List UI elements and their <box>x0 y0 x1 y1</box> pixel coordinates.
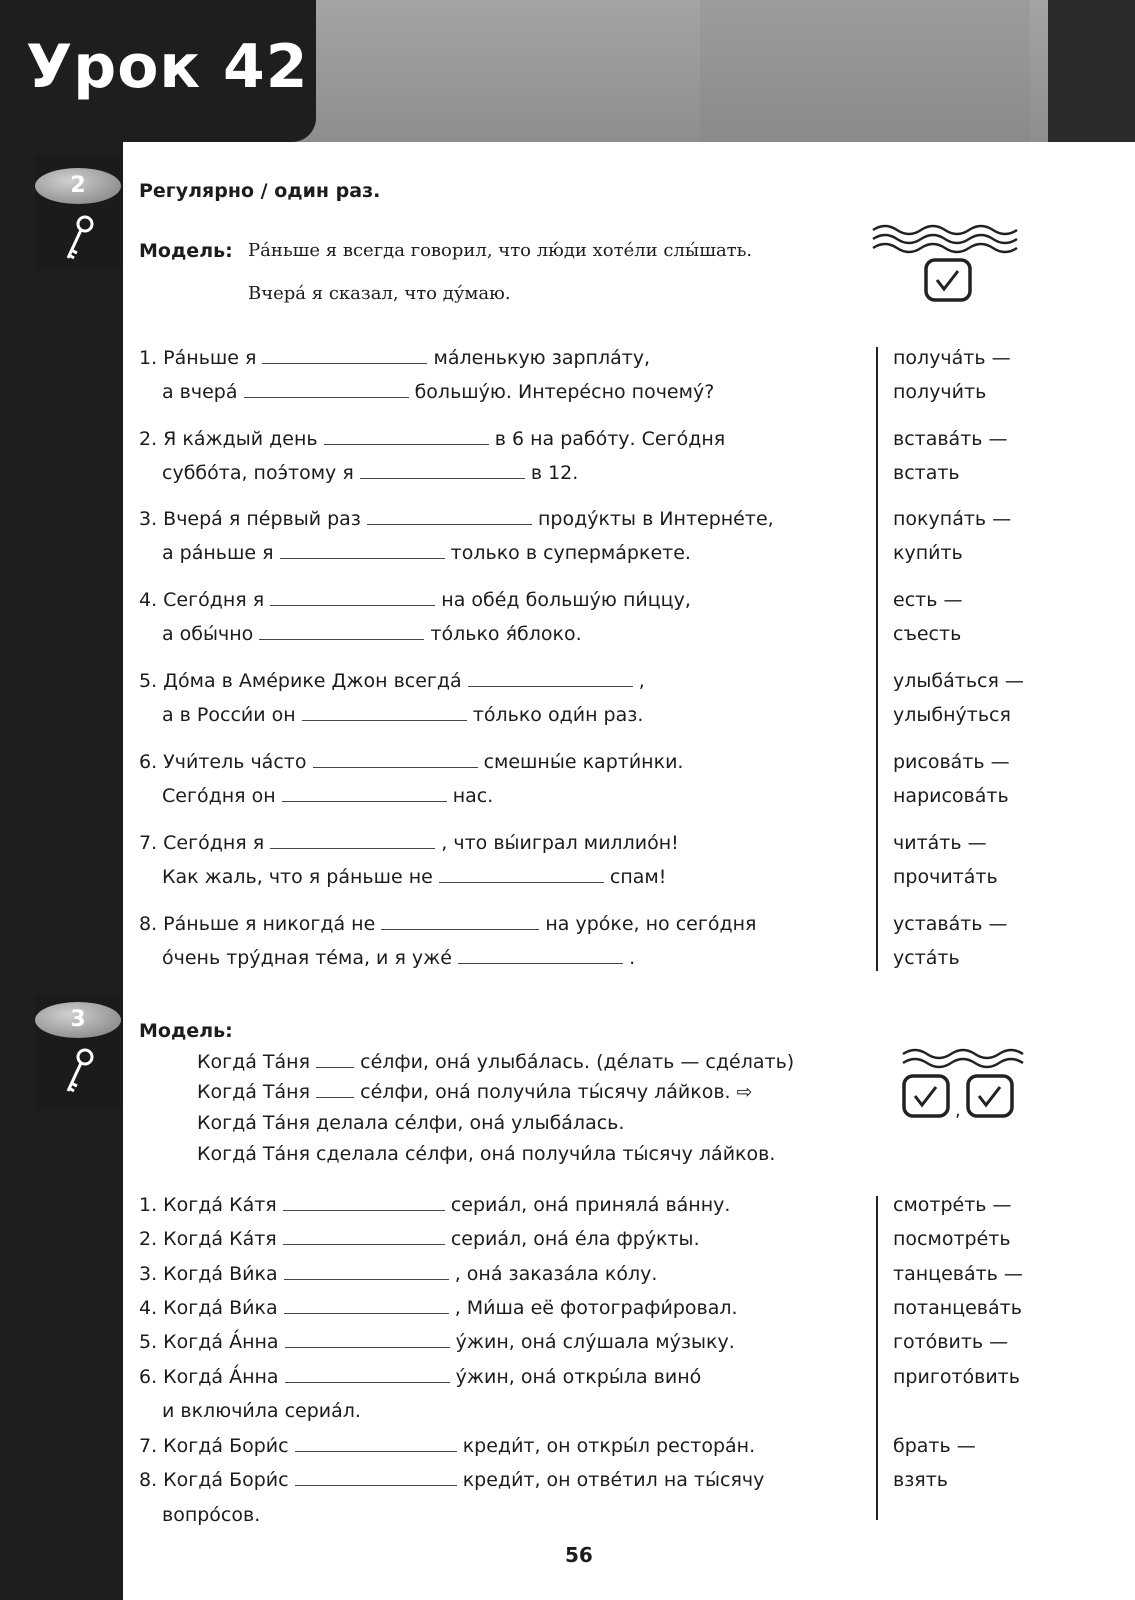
answer-blank[interactable] <box>302 704 467 721</box>
ex3-item-4 <box>139 1297 738 1319</box>
answer-blank[interactable] <box>313 751 478 768</box>
item-text: 3. Когда́ Ви́ка <box>139 1263 278 1285</box>
item-text: а в Росси́и он <box>162 704 296 726</box>
process-and-result-icon <box>900 1046 1025 1126</box>
verb-perfective: посмотре́ть <box>893 1228 1011 1250</box>
answer-blank[interactable] <box>283 1194 445 1211</box>
item-text: на уро́ке, но сего́дня <box>545 913 757 935</box>
item-text: о́чень тру́дная те́ма, и я уже́ <box>162 947 452 969</box>
item-text: 5. Когда́ А́нна <box>139 1331 279 1353</box>
item-text: суббо́та, поэ́тому я <box>162 462 354 484</box>
item-text: креди́т, он отве́тил на ты́сячу <box>462 1469 765 1491</box>
item-text: то́лько оди́н раз. <box>472 704 644 726</box>
item-text: 7. Когда́ Бори́с <box>139 1435 289 1457</box>
item-text: в 6 на рабо́ту. Сего́дня <box>494 428 726 450</box>
ex2-number-badge: 2 <box>35 168 121 204</box>
ex3-number-badge: 3 <box>35 1002 121 1038</box>
answer-blank[interactable] <box>262 347 427 364</box>
svg-text:,: , <box>955 1100 961 1121</box>
item-text: 3. Вчера́ я пе́рвый раз <box>139 508 361 530</box>
ex3-item-3 <box>139 1263 657 1285</box>
item-text: 1. Ра́ньше я <box>139 347 257 369</box>
ex2-model-label: Модель: <box>139 240 233 262</box>
verb-imperfective: устава́ть — <box>893 913 1008 935</box>
left-sidebar <box>0 142 123 1600</box>
item-text: , она́ заказа́ла ко́лу. <box>454 1263 658 1285</box>
ex3-item-2 <box>139 1228 700 1250</box>
ex3-item-8 <box>139 1469 764 1491</box>
item-text: а вчера́ <box>162 381 238 403</box>
item-text: 7. Сего́дня я <box>139 832 265 854</box>
model-blank <box>316 1081 354 1098</box>
verb-perfective: прочита́ть <box>893 866 998 888</box>
ex2-heading: Регулярно / один раз. <box>139 180 381 202</box>
answer-blank[interactable] <box>360 462 525 479</box>
answer-blank[interactable] <box>244 381 409 398</box>
item-text: Как жаль, что я ра́ньше не <box>162 866 433 888</box>
item-text: Сего́дня он <box>162 785 276 807</box>
ex3-model-answer-2: Когда́ Та́ня сделала се́лфи, она́ получи́ла ты́сячу ла́йков. <box>197 1143 776 1165</box>
verb-perfective: взять <box>893 1469 948 1491</box>
item-text: 4. Когда́ Ви́ка <box>139 1297 278 1319</box>
repeat-vs-once-icon <box>870 222 1020 308</box>
item-text: сериа́л, она́ приняла́ ва́нну. <box>450 1194 731 1216</box>
item-text: большу́ю. Интере́сно почему́? <box>414 381 715 403</box>
ex3-model-answer-1: Когда́ Та́ня делала се́лфи, она́ улыба́лась. <box>197 1112 625 1134</box>
model-text: Когда́ Та́ня <box>197 1081 311 1103</box>
ex3-model-label: Модель: <box>139 1020 233 1042</box>
item-text: 2. Когда́ Ка́тя <box>139 1228 277 1250</box>
key-icon <box>56 1045 100 1097</box>
item-text: ма́ленькую зарпла́ту, <box>433 347 651 369</box>
item-text: 8. Когда́ Бори́с <box>139 1469 289 1491</box>
verb-perfective: купи́ть <box>893 542 963 564</box>
verb-imperfective: встава́ть — <box>893 428 1008 450</box>
ex3-item-6-cont <box>162 1400 361 1422</box>
verb-imperfective: получа́ть — <box>893 347 1011 369</box>
answer-blank[interactable] <box>284 1263 449 1280</box>
verb-imperfective: гото́вить — <box>893 1331 1009 1353</box>
answer-blank[interactable] <box>458 947 623 964</box>
item-text: у́жин, она́ слу́шала му́зыку. <box>455 1331 735 1353</box>
item-text: только в суперма́ркете. <box>450 542 691 564</box>
item-text: креди́т, он откры́л рестора́н. <box>462 1435 756 1457</box>
header-dark-strip <box>1048 0 1135 142</box>
model-blank <box>316 1051 354 1068</box>
lesson-title: Урок 42 <box>26 32 309 102</box>
verb-imperfective: брать — <box>893 1435 976 1457</box>
verb-perfective: улыбну́ться <box>893 704 1011 726</box>
verb-perfective: получи́ть <box>893 381 987 403</box>
model-text: Когда́ Та́ня <box>197 1051 311 1073</box>
item-text: сериа́л, она́ е́ла фру́кты. <box>450 1228 700 1250</box>
header-gray-tile <box>700 0 1030 142</box>
answer-blank[interactable] <box>282 785 447 802</box>
item-text: нас. <box>452 785 494 807</box>
item-text: 6. Когда́ А́нна <box>139 1366 279 1388</box>
answer-blank[interactable] <box>295 1469 457 1486</box>
ex3-item-6 <box>139 1366 701 1388</box>
item-text: спам! <box>609 866 667 888</box>
item-text: . <box>629 947 636 969</box>
answer-blank[interactable] <box>284 1297 449 1314</box>
item-text: а обы́чно <box>162 623 254 645</box>
answer-blank[interactable] <box>283 1228 445 1245</box>
ex2-model-line-1: Ра́ньше я всегда говорил, что лю́ди хоте́ли слы́шать. <box>248 240 753 261</box>
item-text: а ра́ньше я <box>162 542 274 564</box>
verb-imperfective: танцева́ть — <box>893 1263 1023 1285</box>
item-text: , что вы́играл миллио́н! <box>441 832 679 854</box>
item-text: , Ми́ша её фотографи́ровал. <box>454 1297 738 1319</box>
page-header <box>0 0 1135 142</box>
answer-blank[interactable] <box>259 623 424 640</box>
answer-blank[interactable] <box>285 1366 450 1383</box>
answer-blank[interactable] <box>295 1435 457 1452</box>
ex2-model-line-2: Вчера́ я сказал, что ду́маю. <box>248 283 511 304</box>
item-text: и включи́ла сериа́л. <box>162 1400 361 1422</box>
ex3-verb-divider <box>876 1196 878 1520</box>
item-text: вопро́сов. <box>162 1504 261 1526</box>
verb-perfective: встать <box>893 462 960 484</box>
answer-blank[interactable] <box>270 589 435 606</box>
ex3-item-5 <box>139 1331 735 1353</box>
ex2-verb-divider <box>876 347 878 971</box>
item-text: 2. Я ка́ждый день <box>139 428 318 450</box>
answer-blank[interactable] <box>468 670 633 687</box>
answer-blank[interactable] <box>285 1331 450 1348</box>
item-text: в 12. <box>530 462 579 484</box>
answer-blank[interactable] <box>280 542 445 559</box>
ex3-item-1 <box>139 1194 730 1216</box>
verb-imperfective: чита́ть — <box>893 832 987 854</box>
ex3-item-7 <box>139 1435 755 1457</box>
item-text: 4. Сего́дня я <box>139 589 265 611</box>
item-text: 5. До́ма в Аме́рике Джон всегда́ <box>139 670 462 692</box>
verb-imperfective: есть — <box>893 589 963 611</box>
item-text: 6. Учи́тель ча́сто <box>139 751 307 773</box>
verb-imperfective: улыба́ться — <box>893 670 1024 692</box>
item-text: , <box>638 670 645 692</box>
item-text: то́лько я́блоко. <box>430 623 582 645</box>
verb-perfective: нарисова́ть <box>893 785 1009 807</box>
ex3-item-8-cont <box>162 1504 260 1526</box>
page-number: 56 <box>565 1543 593 1567</box>
key-icon <box>56 212 100 264</box>
verb-imperfective: рисова́ть — <box>893 751 1010 773</box>
model-text: се́лфи, она́ получи́ла ты́сячу ла́йков. ⇨ <box>360 1081 753 1103</box>
item-text: 1. Когда́ Ка́тя <box>139 1194 277 1216</box>
item-text: проду́кты в Интерне́те, <box>538 508 774 530</box>
verb-imperfective: смотре́ть — <box>893 1194 1012 1216</box>
item-text: 8. Ра́ньше я никогда́ не <box>139 913 376 935</box>
item-text: смешны́е карти́нки. <box>483 751 684 773</box>
answer-blank[interactable] <box>439 866 604 883</box>
answer-blank[interactable] <box>367 508 532 525</box>
verb-perfective: уста́ть <box>893 947 960 969</box>
verb-perfective: пригото́вить <box>893 1366 1020 1388</box>
item-text: на обе́д большу́ю пи́ццу, <box>441 589 691 611</box>
answer-blank[interactable] <box>270 832 435 849</box>
item-text: у́жин, она́ откры́ла вино́ <box>455 1366 702 1388</box>
answer-blank[interactable] <box>381 913 539 930</box>
verb-perfective: потанцева́ть <box>893 1297 1022 1319</box>
model-text: се́лфи, она́ улыба́лась. (де́лать — сде́лать) <box>360 1051 795 1073</box>
answer-blank[interactable] <box>324 428 489 445</box>
verb-imperfective: покупа́ть — <box>893 508 1012 530</box>
verb-perfective: съесть <box>893 623 962 645</box>
